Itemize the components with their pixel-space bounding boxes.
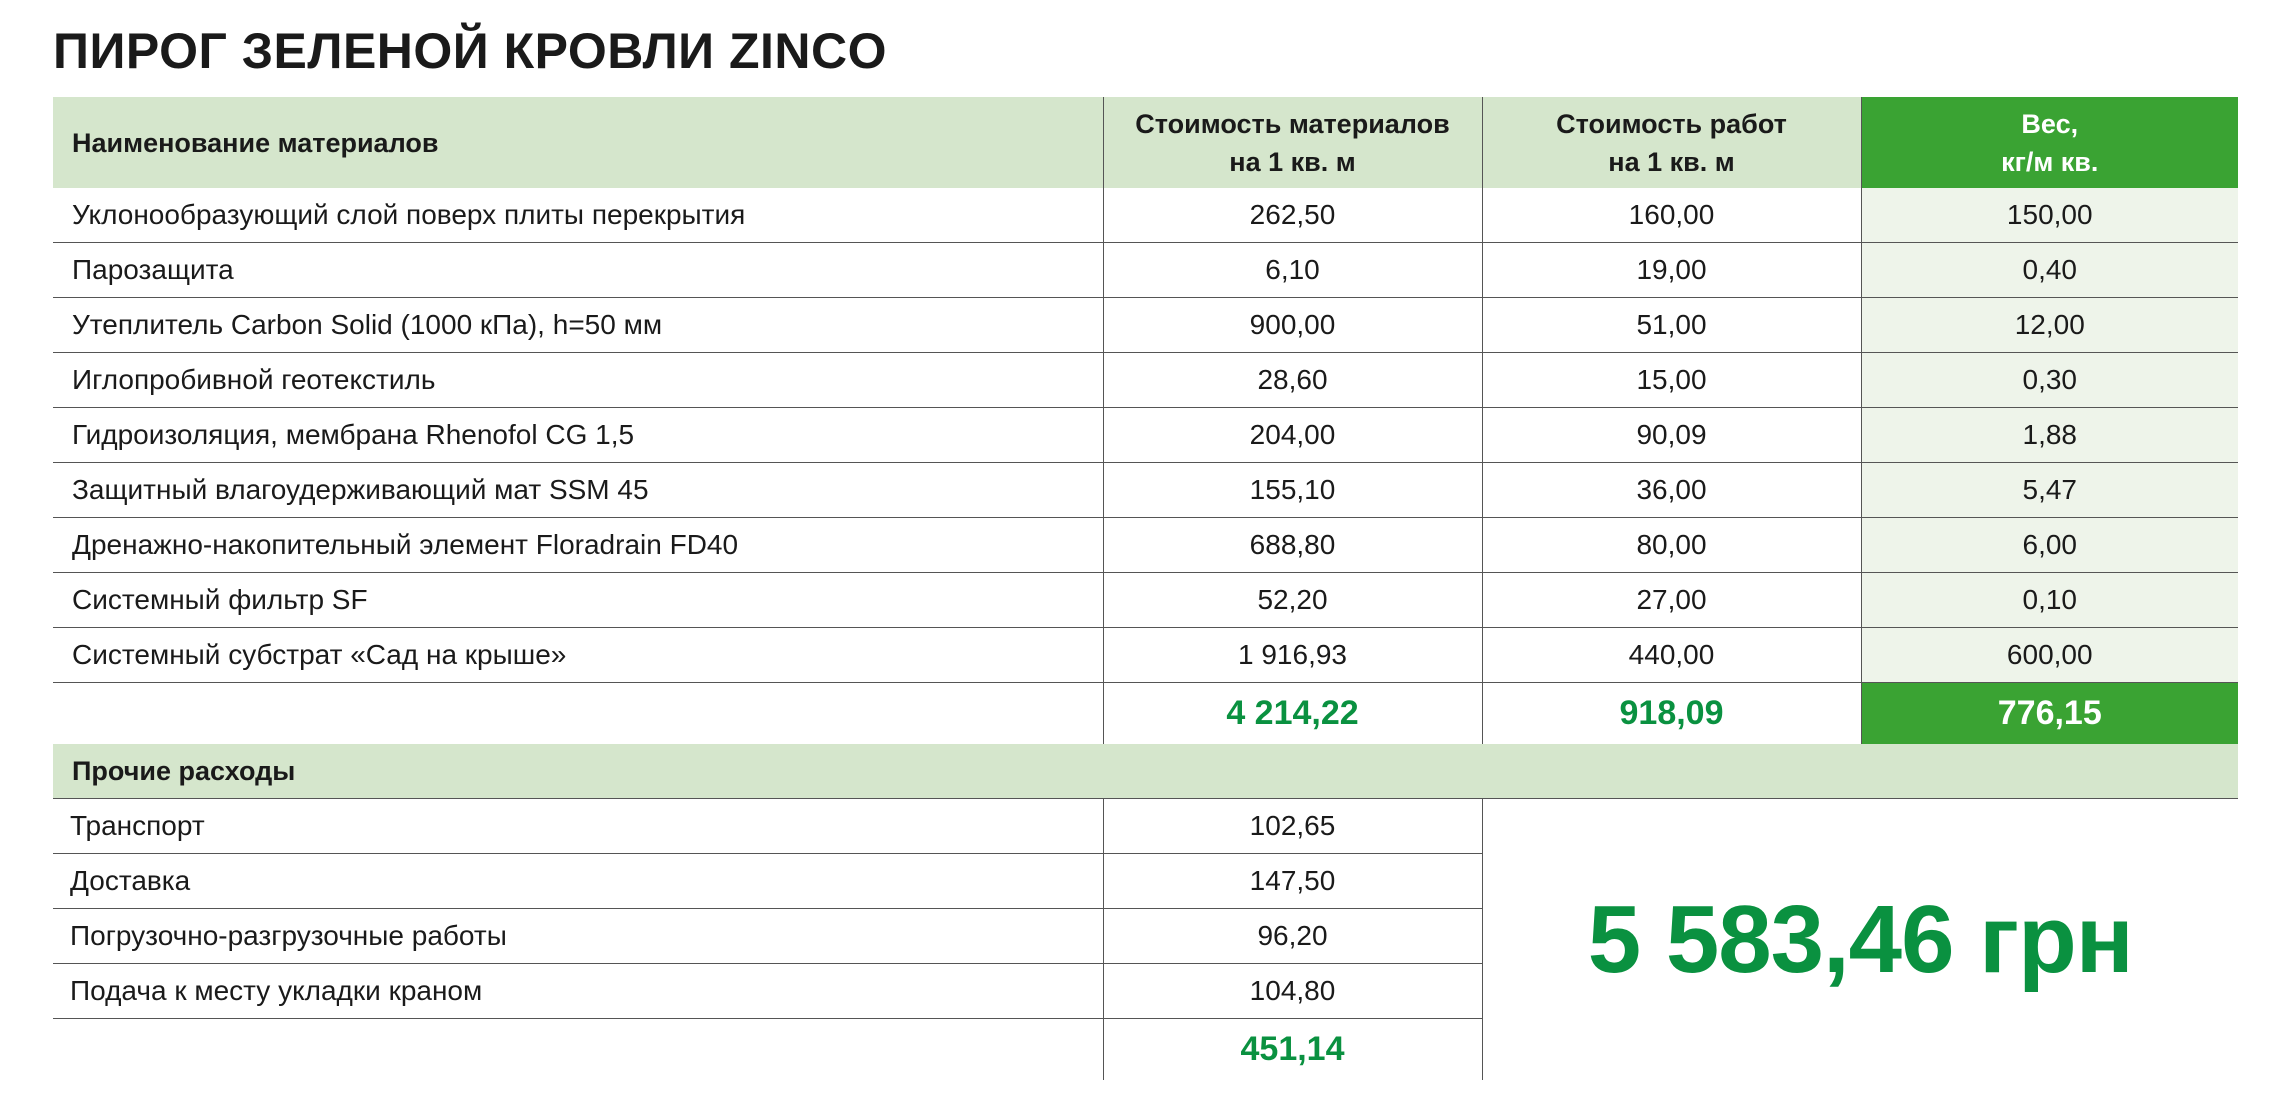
material-name: Дренажно-накопительный элемент Floradrain FD40 [53, 518, 1103, 573]
total-work-cost: 918,09 [1482, 683, 1861, 745]
work-cost: 15,00 [1482, 353, 1861, 408]
header-name: Наименование материалов [53, 97, 1103, 188]
material-cost: 28,60 [1103, 353, 1482, 408]
table-row [53, 799, 2238, 854]
material-name: Парозащита [53, 243, 1103, 298]
table-row [53, 628, 2238, 683]
material-name: Иглопробивной геотекстиль [53, 353, 1103, 408]
work-cost: 440,00 [1482, 628, 1861, 683]
header-work-cost: Стоимость работ на 1 кв. м [1482, 97, 1861, 188]
work-cost: 90,09 [1482, 408, 1861, 463]
header-weight: Вес, кг/м кв. [1861, 97, 2238, 188]
weight: 0,30 [1861, 353, 2238, 408]
material-cost: 52,20 [1103, 573, 1482, 628]
expense-name: Доставка [53, 854, 1103, 909]
material-name: Утеплитель Carbon Solid (1000 кПа), h=50 мм [53, 298, 1103, 353]
table-row [53, 573, 2238, 628]
material-cost: 6,10 [1103, 243, 1482, 298]
weight: 600,00 [1861, 628, 2238, 683]
expense-cost: 102,65 [1103, 799, 1482, 854]
totals-row [53, 683, 2238, 745]
expense-name: Подача к месту укладки краном [53, 964, 1103, 1019]
table-header-row [53, 97, 2238, 188]
table-row [53, 463, 2238, 518]
material-cost: 1 916,93 [1103, 628, 1482, 683]
table-row [53, 243, 2238, 298]
material-name: Системный фильтр SF [53, 573, 1103, 628]
header-material-cost: Стоимость материалов на 1 кв. м [1103, 97, 1482, 188]
material-cost: 204,00 [1103, 408, 1482, 463]
grand-total: 5 583,46 грн [1587, 885, 2133, 993]
expense-cost: 147,50 [1103, 854, 1482, 909]
weight: 5,47 [1861, 463, 2238, 518]
material-name: Защитный влагоудерживающий мат SSM 45 [53, 463, 1103, 518]
weight: 150,00 [1861, 188, 2238, 243]
table-row [53, 518, 2238, 573]
material-cost: 155,10 [1103, 463, 1482, 518]
weight: 12,00 [1861, 298, 2238, 353]
material-name: Системный субстрат «Сад на крыше» [53, 628, 1103, 683]
expense-cost: 96,20 [1103, 909, 1482, 964]
cost-table [53, 97, 2238, 1080]
work-cost: 27,00 [1482, 573, 1861, 628]
material-cost: 900,00 [1103, 298, 1482, 353]
expense-name: Погрузочно-разгрузочные работы [53, 909, 1103, 964]
expense-name: Транспорт [53, 799, 1103, 854]
table-row [53, 188, 2238, 243]
other-expenses-label: Прочие расходы [53, 744, 2238, 799]
table-row [53, 408, 2238, 463]
totals-empty-cell [53, 683, 1103, 745]
other-expenses-header [53, 744, 2238, 799]
work-cost: 51,00 [1482, 298, 1861, 353]
other-expenses-subtotal: 451,14 [1103, 1019, 1482, 1081]
material-cost: 262,50 [1103, 188, 1482, 243]
work-cost: 160,00 [1482, 188, 1861, 243]
material-name: Гидроизоляция, мембрана Rhenofol CG 1,5 [53, 408, 1103, 463]
table-row [53, 298, 2238, 353]
page-title: ПИРОГ ЗЕЛЕНОЙ КРОВЛИ ZINCO [53, 23, 888, 79]
work-cost: 36,00 [1482, 463, 1861, 518]
weight: 6,00 [1861, 518, 2238, 573]
expense-cost: 104,80 [1103, 964, 1482, 1019]
work-cost: 80,00 [1482, 518, 1861, 573]
weight: 1,88 [1861, 408, 2238, 463]
total-material-cost: 4 214,22 [1103, 683, 1482, 745]
total-weight: 776,15 [1861, 683, 2238, 745]
material-cost: 688,80 [1103, 518, 1482, 573]
material-name: Уклонообразующий слой поверх плиты перекрытия [53, 188, 1103, 243]
weight: 0,40 [1861, 243, 2238, 298]
subtotal-empty-cell [53, 1019, 1103, 1081]
weight: 0,10 [1861, 573, 2238, 628]
work-cost: 19,00 [1482, 243, 1861, 298]
table-row [53, 353, 2238, 408]
